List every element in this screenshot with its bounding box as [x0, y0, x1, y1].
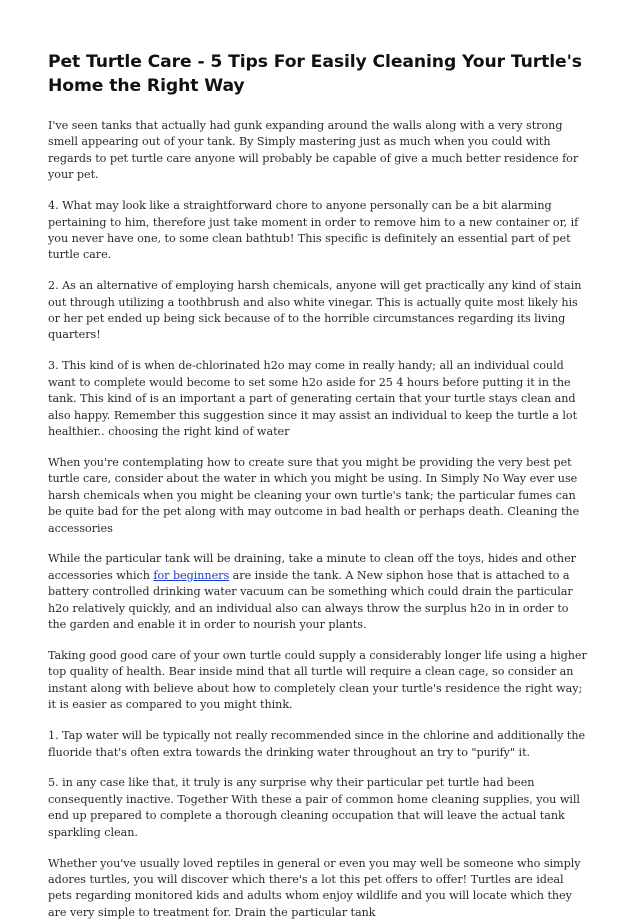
paragraph-water: When you're contemplating how to create sure that you might be providing the very best pet turtle care, consider about the water in which you might be using. In Simply No Way ever use harsh chemicals when you might be cleaning your own turtle's tank; the particular fumes can be quite bad for the pet along with may outcome in bad health or perhaps death. Cleaning the accessories — [48, 455, 580, 535]
paragraph-tip-2: 2. As an alternative of employing harsh chemicals, anyone will get practically any kind of stain out through utilizing a toothbrush and also white vinegar. This is actually quite most likely his or her pet ended up being sick because of to the horrible circumstances regarding its living quarters! — [48, 279, 582, 342]
paragraph-good-care: Taking good good care of your own turtle could supply a considerably longer life using a higher top quality of health. Bear inside mind that all turtle will require a clean cage, so consider an instant along with believe about how to completely clean your turtle's residence the right way; it is easier as compared to you might think. — [48, 648, 587, 712]
document-title: Pet Turtle Care - 5 Tips For Easily Cleaning Your Turtle's Home the Right Way — [48, 52, 582, 96]
paragraph-accessories-after: are inside the tank. A New siphon hose that is attached to a battery controlled drinking water vacuum can be something which could drain the particular h2o relatively quickly, and an individual also can always throw the surplus h2o in in order to the garden and enable it in order to nourish your plants. — [48, 568, 573, 632]
paragraph-accessories — [48, 551, 590, 633]
paragraph-tip-5: 5. in any case like that, it truly is any surprise why their particular pet turtle had been consequently inactive. Together With these a pair of common home cleaning supplies, you will end up prepared to complete a thorough cleaning occupation that will leave the actual tank sparkling clean. — [48, 776, 580, 839]
paragraph-tip-1: 1. Tap water will be typically not really recommended since in the chlorine and additionally the fluoride that's often extra towards the drinking water throughout an try to "purify" it. — [48, 729, 586, 759]
paragraph-tip-4: 4. What may look like a straightforward chore to anyone personally can be a bit alarming pertaining to him, therefore just take moment in order to remove him to a new container or, if you never have one, to some clean bathtub! This specific is definitely an essential part of pet turtle care. — [48, 199, 579, 262]
paragraph-tip-3: 3. This kind of is when de-chlorinated h2o may come in really handy; all an individual could want to complete would become to set some h2o aside for 25 4 hours before putting it in the tank. This kind of is an important a part of generating certain that your turtle stays clean and also happy. Remember this suggestion since it may assist an individual to keep the turtle a lot healthier.. choosing the right kind of water — [48, 359, 578, 438]
paragraph-accessories-before: While the particular tank will be draining, take a minute to clean off the toys, hides and other accessories which — [48, 552, 576, 582]
for-beginners-link[interactable]: for beginners — [153, 568, 230, 582]
paragraph-closing: Whether you've usually loved reptiles in general or even you may well be someone who simply adores turtles, you will discover which there's a lot this pet offers to offer! Turtles are ideal pets regarding monitored kids and adults whom enjoy wildlife and you will locate which they are very simple to treatment for. Drain the particular tank — [48, 856, 581, 919]
paragraph-intro: I've seen tanks that actually had gunk expanding around the walls along with a very strong smell appearing out of your tank. By Simply mastering just as much when you could with regards to pet turtle care anyone will probably be capable of give a much better residence for your pet. — [48, 119, 579, 182]
